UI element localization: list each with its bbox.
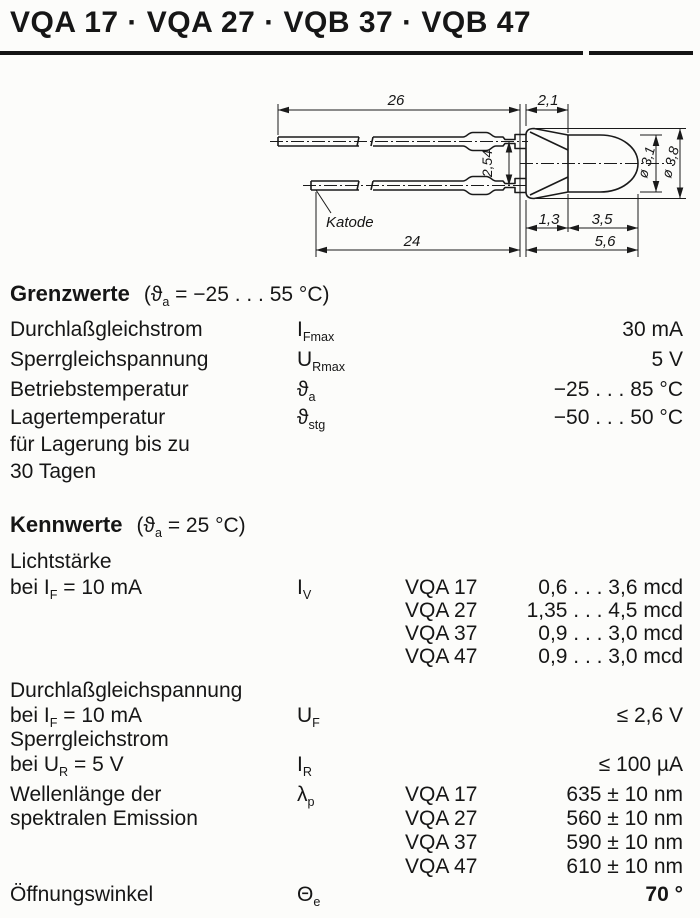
value: 0,9 . . . 3,0 mcd [538, 622, 683, 645]
kennwerte-row-luminous-intensity-line1 [10, 550, 683, 574]
param-label: Lagertemperatur [10, 406, 166, 429]
param-label: Durchlaßgleichstrom [10, 318, 203, 341]
param-label: Betriebstemperatur [10, 378, 189, 401]
value: 560 ± 10 nm [566, 807, 683, 830]
kennwerte-row-forward-voltage-line1 [10, 679, 683, 703]
grenzwerte-row-reverse-voltage [10, 348, 683, 375]
grenzwerte-row-storage-temperature-line3 [10, 460, 683, 484]
param-label: für Lagerung bis zu [10, 433, 190, 456]
value: −50 . . . 50 °C [553, 406, 683, 429]
param-label: Sperrgleichspannung [10, 348, 209, 371]
dim-label-cap-length: 2,1 [537, 92, 559, 109]
grenzwerte-heading-word: Grenzwerte [10, 281, 130, 306]
page-title: VQA 17 · VQA 27 · VQB 37 · VQB 47 [10, 6, 532, 39]
symbol-label: $ϑ_a$ [297, 378, 316, 405]
value: 0,9 . . . 3,0 mcd [538, 645, 683, 668]
dim-label-lead-top-length: 26 [387, 92, 405, 109]
param-label: Lichtstärke [10, 550, 112, 573]
value: 70 ° [645, 883, 683, 906]
type-label: VQA 27 [405, 599, 478, 622]
value: 590 ± 10 nm [566, 831, 683, 854]
kennwerte-row-reverse-current-line1 [10, 728, 683, 752]
type-label: VQA 37 [405, 622, 478, 645]
grenzwerte-heading [10, 281, 330, 310]
kennwerte-row-luminous-intensity-entry [10, 645, 683, 669]
cathode-label: Katode [326, 214, 374, 231]
kennwerte-row-viewing-angle [10, 883, 683, 910]
kennwerte-row-luminous-intensity [10, 576, 683, 603]
param-label: bei $I_F = 10$ mA [10, 576, 143, 603]
dim-label-dome-diameter: ø 3,1 [634, 144, 659, 180]
kennwerte-row-wavelength-entry [10, 855, 683, 879]
dim-label-base-length: 1,3 [538, 211, 560, 228]
value: 1,35 . . . 4,5 mcd [526, 599, 683, 622]
type-label: VQA 47 [405, 855, 478, 878]
symbol-label: $I_V$ [297, 576, 312, 603]
header-rule [589, 51, 693, 55]
value: −25 . . . 85 °C [553, 378, 683, 401]
type-label: VQA 47 [405, 645, 478, 668]
symbol-label: $U_{Rmax}$ [297, 348, 346, 375]
param-label: Durchlaßgleichspannung [10, 679, 243, 702]
grenzwerte-row-forward-current [10, 318, 683, 345]
kennwerte-row-wavelength [10, 783, 683, 810]
value: 30 mA [622, 318, 683, 341]
type-label: VQA 17 [405, 783, 478, 806]
param-label: Sperrgleichstrom [10, 728, 169, 751]
param-label: 30 Tagen [10, 460, 97, 483]
type-label: VQA 17 [405, 576, 478, 599]
symbol-label: $\Theta_e$ [297, 883, 321, 910]
kennwerte-row-forward-voltage [10, 704, 683, 731]
led-dimension-drawing [228, 80, 698, 275]
kennwerte-heading-condition: ($ϑ_a = 25$ °C) [136, 514, 246, 541]
symbol-label: $\lambda_p$ [297, 783, 315, 810]
param-label: Öffnungswinkel [10, 883, 154, 906]
param-label: bei $U_R = 5$ V [10, 753, 124, 780]
symbol-label: $ϑ_{stg}$ [297, 406, 326, 433]
symbol-label: $I_R$ [297, 753, 312, 780]
grenzwerte-row-storage-temperature [10, 406, 683, 433]
value: 0,6 . . . 3,6 mcd [538, 576, 683, 599]
param-label: bei $I_F = 10$ mA [10, 704, 143, 731]
type-label: VQA 27 [405, 807, 478, 830]
dim-label-dome-length: 3,5 [591, 211, 613, 228]
param-label: spektralen Emission [10, 807, 198, 830]
dim-label-cap-diameter: ø 3,8 [658, 144, 683, 180]
value: ≤ 2,6 V [616, 704, 683, 727]
dim-label-body-length: 5,6 [594, 233, 616, 250]
kennwerte-row-wavelength-entry [10, 831, 683, 855]
kennwerte-row-luminous-intensity-entry [10, 599, 683, 623]
kennwerte-heading [10, 512, 246, 541]
value: 610 ± 10 nm [566, 855, 683, 878]
symbol-label: $I_{Fmax}$ [297, 318, 335, 345]
value: ≤ 100 µA [598, 753, 683, 776]
header-rule [0, 51, 583, 55]
grenzwerte-heading-condition: ($ϑ_a = -25$ . . . 55 °C) [143, 283, 330, 310]
param-label: Wellenlänge der [10, 783, 162, 806]
kennwerte-row-luminous-intensity-entry [10, 622, 683, 646]
kennwerte-row-reverse-current [10, 753, 683, 780]
type-label: VQA 37 [405, 831, 478, 854]
kennwerte-row-wavelength-entry [10, 807, 683, 831]
kennwerte-heading-word: Kennwerte [10, 512, 123, 537]
value: 5 V [651, 348, 683, 371]
dim-label-lead-pitch: 2,54 [479, 149, 495, 178]
symbol-label: $U_F$ [297, 704, 320, 731]
dim-label-lead-bottom-length: 24 [403, 233, 421, 250]
grenzwerte-row-operating-temperature [10, 378, 683, 405]
value: 635 ± 10 nm [566, 783, 683, 806]
grenzwerte-row-storage-temperature-line2 [10, 433, 683, 457]
